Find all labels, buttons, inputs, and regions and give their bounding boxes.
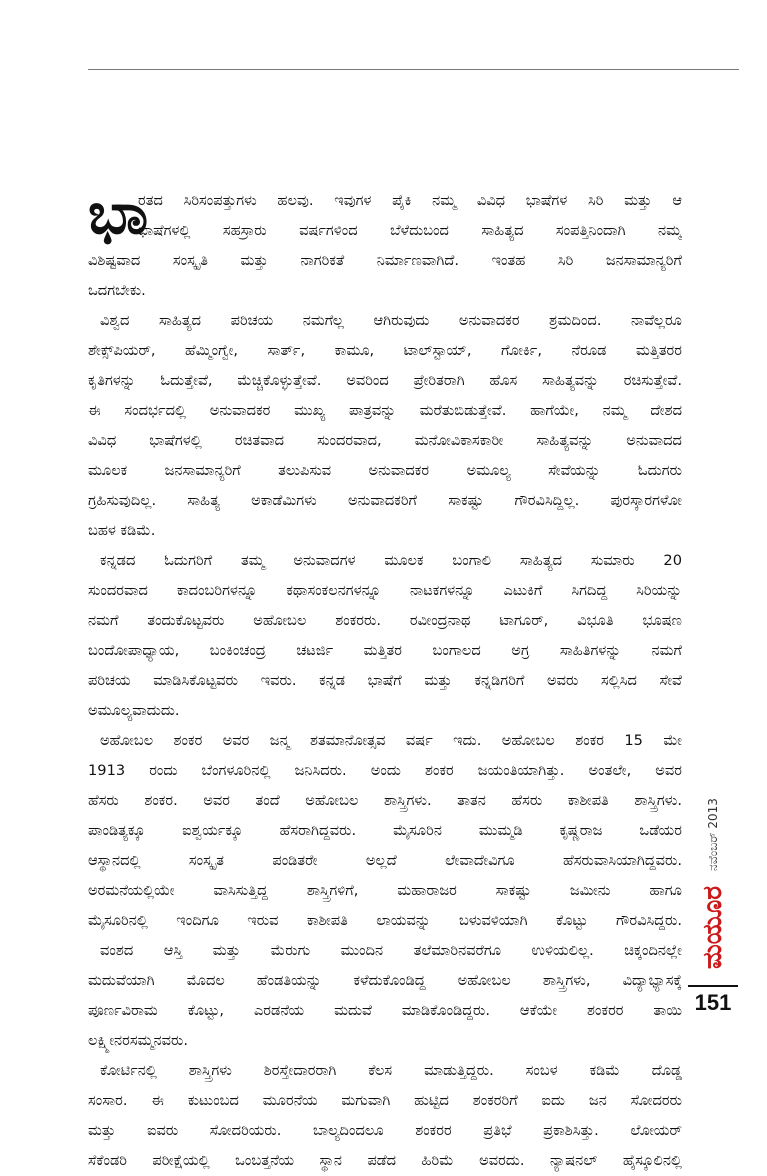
text-line: ವಂಶದ ಆಸ್ತಿ ಮತ್ತು ಮೆರುಗು ಮುಂದಿನ ತಲೆಮಾರಿನವರೆಗೂ ಉಳಿಯಲಿಲ್ಲ. ಚಿಕ್ಕಂದಿನಲ್ಲೇ bbox=[100, 942, 682, 959]
text-line: ಮೂಲಕ ಜನಸಾಮಾನ್ಯರಿಗೆ ತಲುಪಿಸುವ ಅನುವಾದಕರ ಅಮೂಲ್ಯ ಸೇವೆಯನ್ನು ಓದುಗರು bbox=[88, 462, 682, 479]
text-line: ಕೃತಿಗಳನ್ನು ಓದುತ್ತೇವೆ, ಮೆಚ್ಚಿಕೊಳ್ಳುತ್ತೇವೆ. ಅವರಿಂದ ಪ್ರೇರಿತರಾಗಿ ಹೊಸ ಸಾಹಿತ್ಯವನ್ನು ರಚಿಸುತ್ತೇವೆ. bbox=[88, 372, 682, 389]
text-line: ಶೇಕ್ಸ್‌ಪಿಯರ್, ಹೆಮ್ಮಿಂಗ್ವೇ, ಸಾರ್ತ್, ಕಾಮೂ, ಟಾಲ್‌ಸ್ಟಾಯ್, ಗೋರ್ಕಿ, ನೆರೂಡ ಮತ್ತಿತರರ bbox=[88, 342, 682, 359]
text-line: ಸಂಸಾರ. ಈ ಕುಟುಂಬದ ಮೂರನೆಯ ಮಗುವಾಗಿ ಹುಟ್ಟಿದ ಶಂಕರರಿಗೆ ಐದು ಜನ ಸೋದರರು bbox=[88, 1092, 682, 1109]
text-line: ಮೈಸೂರಿನಲ್ಲಿ ಇಂದಿಗೂ ಇರುವ ಕಾಶೀಪತಿ ಲಾಯವನ್ನು ಬಳುವಳಿಯಾಗಿ ಕೊಟ್ಟು ಗೌರವಿಸಿದ್ದರು. bbox=[88, 912, 682, 929]
text-line: ಈ ಸಂದರ್ಭದಲ್ಲಿ ಅನುವಾದಕರ ಮುಖ್ಯ ಪಾತ್ರವನ್ನು ಮರೆತುಬಿಡುತ್ತೇವೆ. ಹಾಗೆಯೇ, ನಮ್ಮ ದೇಶದ bbox=[88, 402, 682, 419]
drop-cap: ಭಾ bbox=[88, 179, 149, 247]
text-line: ಬಂದೋಪಾಧ್ಯಾಯ, ಬಂಕಿಂಚಂದ್ರ ಚಟರ್ಜಿ ಮತ್ತಿತರ ಬಂಗಾಲದ ಅಗ್ರ ಸಾಹಿತಿಗಳನ್ನು ನಮಗೆ bbox=[88, 642, 682, 659]
text-line: ಪೂರ್ಣವಿರಾಮ ಕೊಟ್ಟು, ಎರಡನೆಯ ಮದುವೆ ಮಾಡಿಕೊಂಡಿದ್ದರು. ಆಕೆಯೇ ಶಂಕರರ ತಾಯಿ bbox=[88, 1002, 682, 1019]
header-rule bbox=[88, 69, 739, 70]
text-line: ಆಸ್ಥಾನದಲ್ಲಿ ಸಂಸ್ಕೃತ ಪಂಡಿತರೇ ಅಲ್ಲದೆ ಲೇವಾದೇವಿಗೂ ಹೆಸರುವಾಸಿಯಾಗಿದ್ದವರು. bbox=[88, 852, 682, 869]
text-line: ವಿವಿಧ ಭಾಷೆಗಳಲ್ಲಿ ರಚಿತವಾದ ಸುಂದರವಾದ, ಮನೋವಿಕಾಸಕಾರೀ ಸಾಹಿತ್ಯವನ್ನು ಅನುವಾದದ bbox=[88, 432, 682, 449]
text-line: ಮತ್ತು ಐವರು ಸೋದರಿಯರು. ಬಾಲ್ಯದಿಂದಲೂ ಶಂಕರರ ಪ್ರತಿಭೆ ಪ್ರಕಾಶಿಸಿತ್ತು. ಲೋಯರ್ bbox=[88, 1122, 682, 1139]
text-line: ಅಮೂಲ್ಯವಾದುದು. bbox=[88, 702, 180, 719]
page-number: 151 bbox=[694, 990, 732, 1015]
text-line: ಒದಗಬೇಕು. bbox=[88, 282, 146, 299]
text-line: ಸೆಕೆಂಡರಿ ಪರೀಕ್ಷೆಯಲ್ಲಿ ಒಂಬತ್ತನೆಯ ಸ್ಥಾನ ಪಡೆದ ಹಿರಿಮೆ ಅವರದು. ನ್ಯಾಷನಲ್ ಹೈಸ್ಕೂಲಿನಲ್ಲಿ bbox=[88, 1152, 682, 1169]
text-line: ಭಾಷೆಗಳಲ್ಲಿ ಸಹಸ್ರಾರು ವರ್ಷಗಳಿಂದ ಬೆಳೆದುಬಂದ ಸಾಹಿತ್ಯದ ಸಂಪತ್ತಿನಿಂದಾಗಿ ನಮ್ಮ bbox=[138, 222, 682, 239]
text-line: ವಿಶಿಷ್ಟವಾದ ಸಂಸ್ಕೃತಿ ಮತ್ತು ನಾಗರಿಕತೆ ನಿರ್ಮಾಣವಾಗಿದೆ. ಇಂತಹ ಸಿರಿ ಜನಸಾಮಾನ್ಯರಿಗೆ bbox=[88, 252, 682, 269]
text-line: ನಮಗೆ ತಂದುಕೊಟ್ಟವರು ಅಹೋಬಲ ಶಂಕರರು. ರವೀಂದ್ರನಾಥ ಟಾಗೂರ್, ವಿಭೂತಿ ಭೂಷಣ bbox=[88, 612, 682, 629]
text-line: ರತದ ಸಿರಿಸಂಪತ್ತುಗಳು ಹಲವು. ಇವುಗಳ ಪೈಕಿ ನಮ್ಮ ವಿವಿಧ ಭಾಷೆಗಳ ಸಿರಿ ಮತ್ತು ಆ bbox=[138, 192, 682, 209]
issue-date bbox=[696, 790, 730, 878]
text-line: ಅಹೋಬಲ ಶಂಕರ ಅವರ ಜನ್ಮ ಶತಮಾನೋತ್ಸವ ವರ್ಷ ಇದು. ಅಹೋಬಲ ಶಂಕರ 15 ಮೇ bbox=[100, 732, 682, 749]
text-line: ವಿಶ್ವದ ಸಾಹಿತ್ಯದ ಪರಿಚಯ ನಮಗೆಲ್ಲ ಆಗಿರುವುದು ಅನುವಾದಕರ ಶ್ರಮದಿಂದ. ನಾವೆಲ್ಲರೂ bbox=[100, 312, 682, 329]
text-line: 1913 ರಂದು ಬೆಂಗಳೂರಿನಲ್ಲಿ ಜನಿಸಿದರು. ಅಂದು ಶಂಕರ ಜಯಂತಿಯಾಗಿತ್ತು. ಅಂತಲೇ, ಅವರ bbox=[88, 762, 682, 779]
text-line: ಬಹಳ ಕಡಿಮೆ. bbox=[88, 522, 156, 539]
text-line: ಪರಿಚಯ ಮಾಡಿಸಿಕೊಟ್ಟವರು ಇವರು. ಕನ್ನಡ ಭಾಷೆಗೆ ಮತ್ತು ಕನ್ನಡಿಗರಿಗೆ ಅವರು ಸಲ್ಲಿಸಿದ ಸೇವೆ bbox=[88, 672, 682, 689]
issue-date-text: ನವೆಂಬರ್ 2013 bbox=[705, 797, 720, 871]
article-body bbox=[88, 179, 682, 1176]
text-line: ಸುಂದರವಾದ ಕಾದಂಬರಿಗಳನ್ನೂ ಕಥಾಸಂಕಲನಗಳನ್ನೂ ನಾಟಕಗಳನ್ನೂ ಎಟುಕಿಗೆ ಸಿಗದಿದ್ದ ಸಿರಿಯನ್ನು bbox=[88, 582, 682, 599]
magazine-logo-text: ಮಯೂರ bbox=[697, 885, 728, 969]
text-line: ಲಕ್ಷ್ಮೀನರಸಮ್ಮನವರು. bbox=[88, 1032, 188, 1049]
text-line: ಹೆಸರು ಶಂಕರ. ಅವರ ತಂದೆ ಅಹೋಬಲ ಶಾಸ್ತ್ರಿಗಳು. ತಾತನ ಹೆಸರು ಕಾಶೀಪತಿ ಶಾಸ್ತ್ರಿಗಳು. bbox=[88, 792, 682, 809]
text-line: ಪಾಂಡಿತ್ಯಕ್ಕೂ ಐಶ್ವರ್ಯಕ್ಕೂ ಹೆಸರಾಗಿದ್ದವರು. ಮೈಸೂರಿನ ಮುಮ್ಮಡಿ ಕೃಷ್ಣರಾಜ ಒಡೆಯರ bbox=[88, 822, 682, 839]
text-line: ಕನ್ನಡದ ಓದುಗರಿಗೆ ತಮ್ಮ ಅನುವಾದಗಳ ಮೂಲಕ ಬಂಗಾಲಿ ಸಾಹಿತ್ಯದ ಸುಮಾರು 20 bbox=[100, 552, 682, 569]
text-line: ಕೋರ್ಟಿನಲ್ಲಿ ಶಾಸ್ತ್ರಿಗಳು ಶಿರಸ್ತೇದಾರರಾಗಿ ಕೆಲಸ ಮಾಡುತ್ತಿದ್ದರು. ಸಂಬಳ ಕಡಿಮೆ ದೊಡ್ಡ bbox=[100, 1062, 682, 1079]
magazine-logo bbox=[696, 880, 730, 974]
page-number-rule bbox=[688, 985, 738, 987]
text-line: ಮದುವೆಯಾಗಿ ಮೊದಲ ಹೆಂಡತಿಯನ್ನು ಕಳೆದುಕೊಂಡಿದ್ದ ಅಹೋಬಲ ಶಾಸ್ತ್ರಿಗಳು, ವಿದ್ಯಾಭ್ಯಾಸಕ್ಕೆ bbox=[88, 972, 682, 989]
text-line: ಅರಮನೆಯಲ್ಲಿಯೇ ವಾಸಿಸುತ್ತಿದ್ದ ಶಾಸ್ತ್ರಿಗಳಿಗೆ, ಮಹಾರಾಜರ ಸಾಕಷ್ಟು ಜಮೀನು ಹಾಗೂ bbox=[88, 882, 682, 899]
text-line: ಗ್ರಹಿಸುವುದಿಲ್ಲ. ಸಾಹಿತ್ಯ ಅಕಾಡೆಮಿಗಳು ಅನುವಾದಕರಿಗೆ ಸಾಕಷ್ಟು ಗೌರವಿಸಿದ್ದಿಲ್ಲ. ಪುರಸ್ಕಾರಗಳೋ bbox=[88, 492, 682, 509]
